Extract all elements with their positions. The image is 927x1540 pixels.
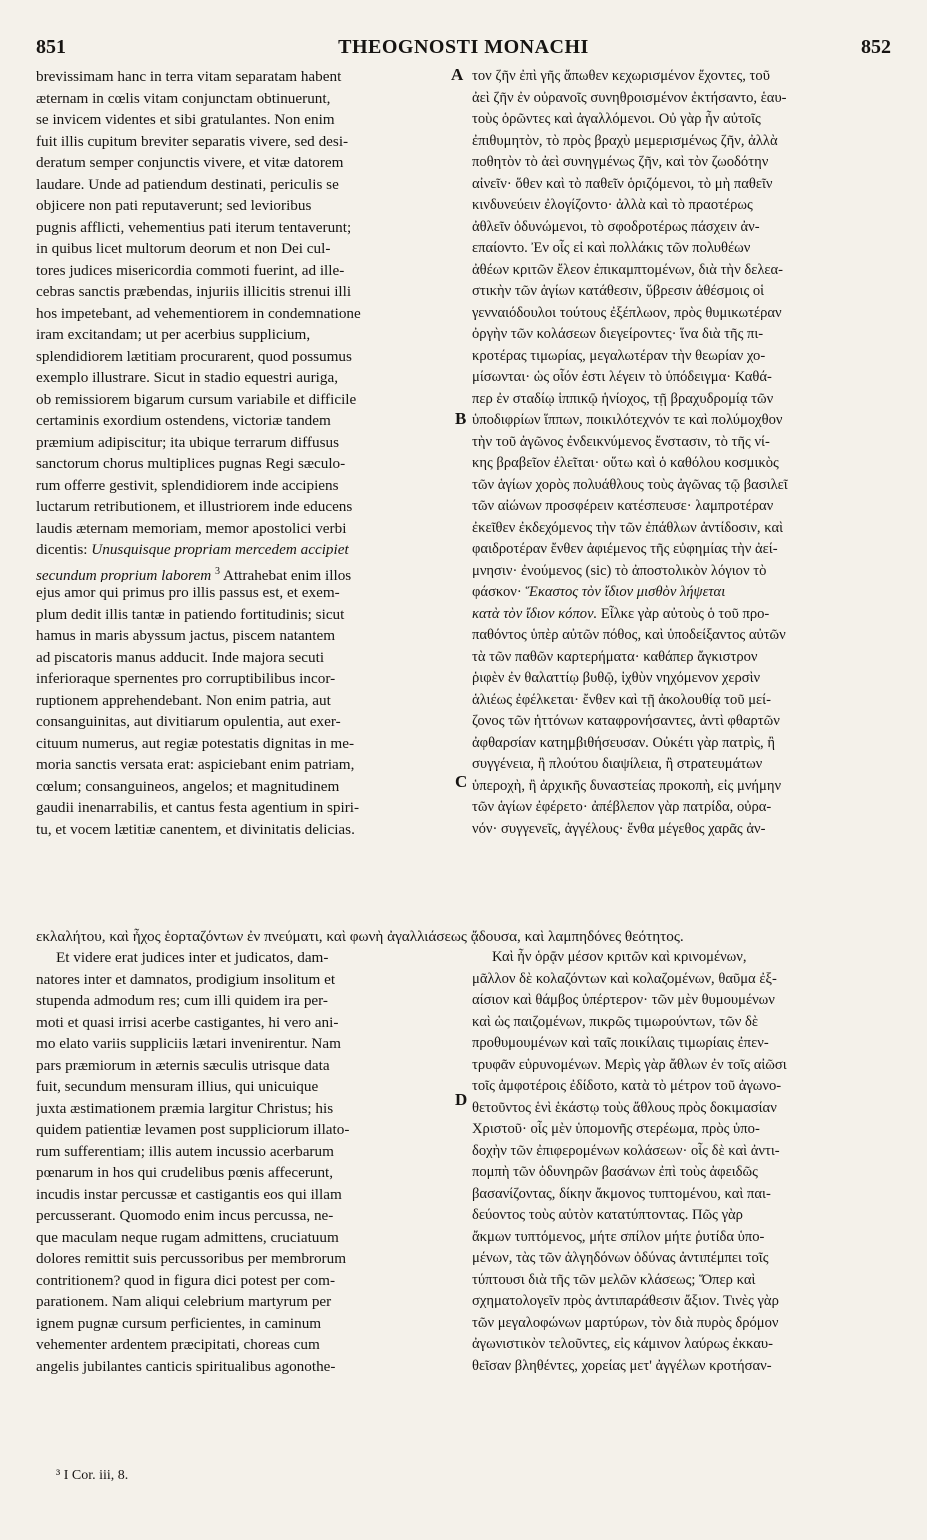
text-line: percusserant. Quomodo enim incus percussa, ne- xyxy=(36,1207,334,1224)
text-line: consanguinitas, aut divitiarum opulentia, aut exer- xyxy=(36,713,341,730)
text-line: cituum numerus, aut regiæ potestatis dignitas in me- xyxy=(36,734,355,752)
text-line: μένων, τὰς τῶν ἀλγηδόνων ὀδύνας ἀντιπέμπει τοῖς xyxy=(472,1250,769,1266)
text-line: ὑποδιφρίων ἵππων, ποικιλότεχνόν τε καὶ πολύμοχθον xyxy=(472,412,783,428)
text-line: τρυφᾶν εὑρυνομένων. Μερὶς γὰρ ἄθλων ἐν τοῖς αἰῶσι xyxy=(472,1056,787,1073)
text-line: in quibus licet multorum deorum et non Dei cul- xyxy=(36,240,331,257)
text-line: ἀφθαρσίαν κατημβιθήσευσαν. Οὐκέτι γὰρ πατρὶς, ἢ xyxy=(472,734,775,751)
text-line: certaminis exordium ostendens, victoriæ tandem xyxy=(36,412,331,429)
text-line: gaudii inenarrabilis, et cantus festa agentium in spiri- xyxy=(36,799,360,816)
shared-line: εκλαλήτου, καὶ ἦχος ἑορταζόντων ἐν πνεύματι, καὶ φωνὴ ἀγαλλιάσεως ᾄδουσα, καὶ λαμπηδόνες θεότητος. xyxy=(36,928,684,945)
text-line: τοῖς ἀμφοτέροις ἐδίδοτο, κατὰ τὸ μέτρον τοῦ ἀγωνο- xyxy=(472,1078,782,1094)
latin-column-top xyxy=(36,66,468,840)
text-line: quidem patientiæ levamen post suppliciorum illato- xyxy=(36,1121,350,1138)
text-line: contritionem? quod in figura dici potest per com- xyxy=(36,1271,336,1289)
text-line: Et videre erat judices inter et judicatos, dam- xyxy=(56,949,329,966)
text-line: præmium adipiscitur; ita ubique terrarum diffusus xyxy=(36,433,339,451)
text-line: pars præmiorum in æternis sæculis utrisque data xyxy=(36,1056,330,1074)
text-line: juxta æstimationem præmia largitur Christus; his xyxy=(36,1099,334,1117)
footnote-ref: 3 xyxy=(215,565,221,577)
text-line: fuit illis cupitum breviter separatis vivere, sed desi- xyxy=(36,132,349,150)
text-line: pugnis afflicti, vehementius pati iterum tentaverunt; xyxy=(36,218,352,236)
section-marker-b: B xyxy=(455,409,467,428)
text-line: parationem. Nam aliqui celebrium martyrum per xyxy=(36,1293,332,1310)
text-line: laudis æternam memoriam, memor apostolici verbi xyxy=(36,519,347,537)
text-line: ἀθέων κριτῶν ἔλεον ἐπικαμπτομένων, διὰ τὴν δελεα- xyxy=(472,261,784,278)
greek-column-top xyxy=(472,66,908,840)
latin-tail: Attrahebat enim illos xyxy=(222,566,352,582)
text-line: τοὺς ὁρῶντες καὶ ἀγαλλόμενοι. Οὐ γὰρ ἦν αὐτοῖς xyxy=(472,111,761,127)
text-line: περ ἐν σταδίῳ ἱππικῷ ἡνίοχος, τῇ βραχυδρομίᾳ τῶν xyxy=(472,390,774,407)
text-line: cebras sanctis præbendas, injuriis illicitis strenui illi xyxy=(36,283,352,300)
text-line: αἰνεῖν· ὅθεν καὶ τὸ παθεῖν ὁριζόμενοι, τὸ μὴ παθεῖν xyxy=(472,175,773,192)
text-line: ῥιφὲν ἐν θαλαττίῳ βυθῷ, ἰχθὺν νηχόμενον χερσὶν xyxy=(472,670,761,686)
text-line: Καὶ ἦν ὁρᾷν μέσον κριτῶν καὶ κρινομένων, xyxy=(492,949,747,965)
text-line: τύπτουσι διὰ τῆς τῶν μελῶν κλάσεως; Ὅπερ καὶ xyxy=(472,1271,756,1288)
text-line: incudis instar percussæ et castigantis eos qui illam xyxy=(36,1185,342,1203)
text-line: ignem pugnæ cursum perficientes, in caminum xyxy=(36,1314,322,1332)
text-line: exemplo illustrare. Sicut in stadio equestri auriga, xyxy=(36,369,338,386)
text-line: παθόντος ὑπὲρ αὐτῶν πόθος, καὶ ὑποδείξαντος αὐτῶν xyxy=(472,627,786,643)
text-line: θεῖσαν βληθέντες, χορείας μετ' ἀγγέλων κροτήσαν- xyxy=(472,1357,772,1374)
text-line: τὰ τῶν παθῶν καρτερήματα· καθάπερ ἄγκιστρον xyxy=(472,648,758,665)
text-line: sanctorum chorus multiplices pugnas Regi sæculo- xyxy=(36,455,346,472)
text-line: dolores remittit suis percussoribus per membrorum xyxy=(36,1250,347,1267)
text-line: συγγένεια, ἢ πλούτου διαψίλεια, ἢ στρατευμάτων xyxy=(472,756,763,772)
section-marker-c: C xyxy=(455,772,468,791)
text-line: plum dedit illis tantæ in patiendo fortitudinis; sicut xyxy=(36,605,345,623)
text-line: βασανίζοντας, δίκην ἄκμονος τυπτομένου, καὶ παι- xyxy=(472,1185,771,1202)
text-line: τον ζῆν ἐπὶ γῆς ἄπωθεν κεχωρισμένον ἔχοντες, τοῦ xyxy=(472,68,770,84)
text-line: iram excitandam; ut per acerbius supplicium, xyxy=(36,326,311,343)
text-line: προθυμουμένων καὶ ταῖς ποικίλαις τιμωρίαις ἐπεν- xyxy=(472,1035,769,1051)
text-line: δοχὴν τῶν ἐπιφερομένων κολάσεων· οἷς δὲ καὶ ἀντι- xyxy=(472,1142,780,1159)
text-line: ἁλιέως ἐφέλκεται· ἔνθεν καὶ τῇ ἀκολουθίᾳ τοῦ μεί- xyxy=(472,691,771,708)
text-line: rum sufferentiam; illis autem incussio acerbarum xyxy=(36,1142,334,1160)
text-line: se invicem videntes et sibi gratulantes. Non enim xyxy=(36,111,335,128)
footnote: ³ I Cor. iii, 8. xyxy=(56,1468,129,1483)
text-line: μνησιν· ἐνούμενος (sic) τὸ ἀποστολικὸν λόγιον τὸ xyxy=(472,562,767,579)
text-line: ἀεὶ ζῆν ἐν οὐρανοῖς συνηθροισμένον ἐκτήσαντο, ἑαυ- xyxy=(472,89,787,106)
text-line: inferioraque spernentes pro corruptibilibus incor- xyxy=(36,670,336,687)
text-line: κατὰ τὸν ἴδιον κόπον. Εἷλκε γὰρ αὐτοὺς ὁ τοῦ προ- xyxy=(472,605,770,622)
text-line: ejus amor qui primus pro illis passus est, et exem- xyxy=(36,584,340,601)
text-line: dicentis: Unusquisque propriam mercedem accipiet xyxy=(36,541,349,558)
text-line: ἀγωνιστικὸν τελοῦντες, εἰς κάμινον λαύρως ἐκκαυ- xyxy=(472,1336,773,1352)
text-line: cœlum; consanguineos, angelos; et magnitudinem xyxy=(36,777,340,795)
text-line: hos impetebant, ad vehementiorem in condemnatione xyxy=(36,304,361,322)
text-line: secundum proprium laborem $^3$ Attrahebat enim illos xyxy=(36,565,352,582)
running-title: THEOGNOSTI MONACHI xyxy=(338,36,589,58)
text-line: Χριστοῦ· οἷς μὲν ὑπομονῆς στερέωμα, πρὸς ὑπο- xyxy=(472,1121,760,1137)
text-line: κης βραβεῖον ἐλεῖται· οὕτω καὶ ὁ καθόλου κοσμικὸς xyxy=(472,455,779,471)
text-line: laudare. Unde ad patiendum destinati, periculis se xyxy=(36,175,339,193)
latin-quote: Unusquisque propriam mercedem accipiet xyxy=(91,541,349,558)
text-line: γενναιόδουλοι τούτους ἐξέπλωον, πρὸς θυμικωτέραν xyxy=(472,304,782,321)
text-line: κινδυνεύειν ἐλογίζοντο· ἀλλὰ καὶ τὸ πραοτέρως xyxy=(472,197,753,213)
text-line: splendidiorem lætitiam procurarent, quod possumus xyxy=(36,347,352,365)
text-line: moria sanctis versata erat: aspiciebant enim patriam, xyxy=(36,756,355,773)
section-marker-d: D xyxy=(455,1090,468,1109)
text-line: ποθητὸν τὸ ἀεὶ συνηγμένως ζῆν, καὶ τὸν ζωοδότην xyxy=(472,154,769,170)
text-line: angelis jubilantes canticis spiritualibus agonothe- xyxy=(36,1357,336,1375)
text-line: ruptionem apprehendebant. Non enim patria, aut xyxy=(36,691,331,709)
text-line: μᾶλλον δὲ κολαζόντων καὶ κολαζομένων, θαῦμα ἐξ- xyxy=(472,970,777,987)
text-line: ὑπεροχὴ, ἢ ἀρχικῆς δυναστείας προκοπὴ, εἰς μνήμην xyxy=(472,777,782,794)
text-line: pœnarum in hos qui crudelibus pœnis affecerunt, xyxy=(36,1164,334,1181)
greek-quote: Ἕκαστος τὸν ἴδιον μισθὸν λήψεται xyxy=(525,584,726,600)
text-line: ἀθλεῖν ὀδυνώμενοι, τὸ σφοδροτέρως πάσχειν ἀν- xyxy=(472,218,760,235)
text-line: rum offerre gestivit, splendidiorem inde accipiens xyxy=(36,476,339,494)
text-line: πομπὴ τῶν ὀδυνηρῶν βασάνων ἐπὶ τοὺς ἀφειδῶς xyxy=(472,1164,758,1180)
text-line: τὴν τοῦ ἀγῶνος ἐνδεικνύμενος ἔνστασιν, τὸ τῆς νί- xyxy=(472,433,770,450)
text-line: ob remissiorem bigarum cursum variabile et difficile xyxy=(36,390,357,408)
text-line: stupenda admodum res; cum illi quidem ira per- xyxy=(36,992,328,1009)
text-line: vehementer ardentem præcipitati, choreas cum xyxy=(36,1336,320,1353)
text-line: æternam in cœlis vitam conjunctam obtinuerunt, xyxy=(36,89,331,107)
text-line: ἄκμων τυπτόμενος, μήτε σπίλον μήτε ῥυτίδα ὑπο- xyxy=(472,1228,765,1245)
text-line: σχηματολογεῖν πρὸς ἀντιπαράθεσιν ἄξιον. Τινὲς γὰρ xyxy=(472,1293,779,1309)
text-line: τῶν ἁγίων χορὸς πολυάθλους τοὺς ἀγῶνας τῷ βασιλεῖ xyxy=(472,476,788,493)
text-line: que maculam neque rugam admittens, cruciatuum xyxy=(36,1228,339,1246)
greek-column-bottom xyxy=(472,947,908,1377)
text-line: objicere non pati reputaverunt; sed levioribus xyxy=(36,197,312,214)
text-line: fuit, secundum mensuram illius, qui unicuique xyxy=(36,1078,319,1095)
text-line: θετοῦντος ἑνὶ ἑκάστῳ τοὺς ἄθλους πρὸς δοκιμασίαν xyxy=(472,1099,777,1116)
page-number-right: 852 xyxy=(861,36,891,58)
text-line: hamus in maris abyssum jactus, piscem natantem xyxy=(36,627,336,644)
text-line: τῶν ἁγίων ἐφέρετο· ἀπέβλεπον γὰρ πατρίδα, οὐρα- xyxy=(472,799,772,815)
text-line: φαιδροτέραν ἔνθεν ἀφιέμενος τῆς εὐφημίας τὴν ἀεί- xyxy=(472,541,778,557)
text-line: tu, et vocem lætitiæ canentem, et divinitatis delicias. xyxy=(36,820,355,838)
text-line: δεύοντος τοὺς αὐτὸν κατατύπτοντας. Πῶς γὰρ xyxy=(472,1207,743,1223)
text-line: ὀργὴν τῶν κολάσεων διεγείροντες· ἵνα διὰ τῆς πι- xyxy=(472,326,764,342)
latin-column-bottom xyxy=(36,947,468,1377)
text-line: tores judices misericordia commoti fuerint, ad ille- xyxy=(36,261,345,279)
text-line: αίσιον καὶ θάμβος ὑπέρτερον· τῶν μὲν θυμουμένων xyxy=(472,992,775,1008)
text-line: ἐπιθυμητὸν, τὸ πρὸς βραχὺ μεμερισμένως ζῆν, ἀλλὰ xyxy=(472,132,778,149)
text-line: natores inter et damnatos, prodigium insolitum et xyxy=(36,970,336,988)
text-line: ἐκεῖθεν ἐκδεχόμενος τὴν τῶν ἐπάθλων ἀντίδοσιν, καὶ xyxy=(472,519,784,536)
text-line: ad piscatoris manus adducit. Inde majora secuti xyxy=(36,648,325,666)
greek-tail: Εἷλκε γὰρ αὐτοὺς ὁ τοῦ προ- xyxy=(600,605,770,622)
text-line: brevissimam hanc in terra vitam separatam habent xyxy=(36,68,342,85)
text-line: κροτέρας τιμωρίας, μεγαλωτέραν τὴν θεωρίαν χο- xyxy=(472,347,766,364)
text-line: luctarum retributionem, et illustriorem inde educens xyxy=(36,498,353,515)
page-header xyxy=(36,36,891,62)
section-marker-a: A xyxy=(451,65,464,84)
text-line: τῶν αἰώνων προσφέρειν κατέσπευσε· λαμπροτέραν xyxy=(472,498,774,514)
page-number-left: 851 xyxy=(36,36,66,58)
text-line: ζονος τῶν ἡττόνων καταφρονήσαντες, ἀντὶ φθαρτῶν xyxy=(472,713,780,729)
text-line: επαίοντο. Ἐν οἷς εἰ καὶ πολλάκις τῶν πολυθέων xyxy=(472,240,751,256)
text-line: φάσκον· Ἕκαστος τὸν ἴδιον μισθὸν λήψεται xyxy=(472,584,726,600)
text-line: moti et quasi irrisi acerbe castigantes, hi vero ani- xyxy=(36,1013,339,1031)
text-line: deratum semper conjunctis vivere, et vitæ datorem xyxy=(36,154,344,171)
text-line: μίσωνται· ὡς οἷόν ἐστι λέγειν τὸ ὑπόδειγμα· Καθά- xyxy=(472,369,772,385)
text-line: καὶ ὡς παιζομένων, πικρῶς τιμωρούντων, τῶν δὲ xyxy=(472,1013,758,1030)
text-line: τῶν μεγαλοφώνων μαρτύρων, τὸν διὰ πυρὸς δρόμον xyxy=(472,1314,779,1331)
text-line: στικὴν τῶν ἁγίων κατάθεσιν, ὕβρεσιν ἀθέσμοις οἱ xyxy=(472,283,765,299)
text-line: νόν· συγγενεῖς, ἀγγέλους· ἔνθα μέγεθος χαρᾶς ἀν- xyxy=(472,820,766,837)
text-line: mo elato variis suppliciis lætari invenirentur. Nam xyxy=(36,1035,341,1052)
